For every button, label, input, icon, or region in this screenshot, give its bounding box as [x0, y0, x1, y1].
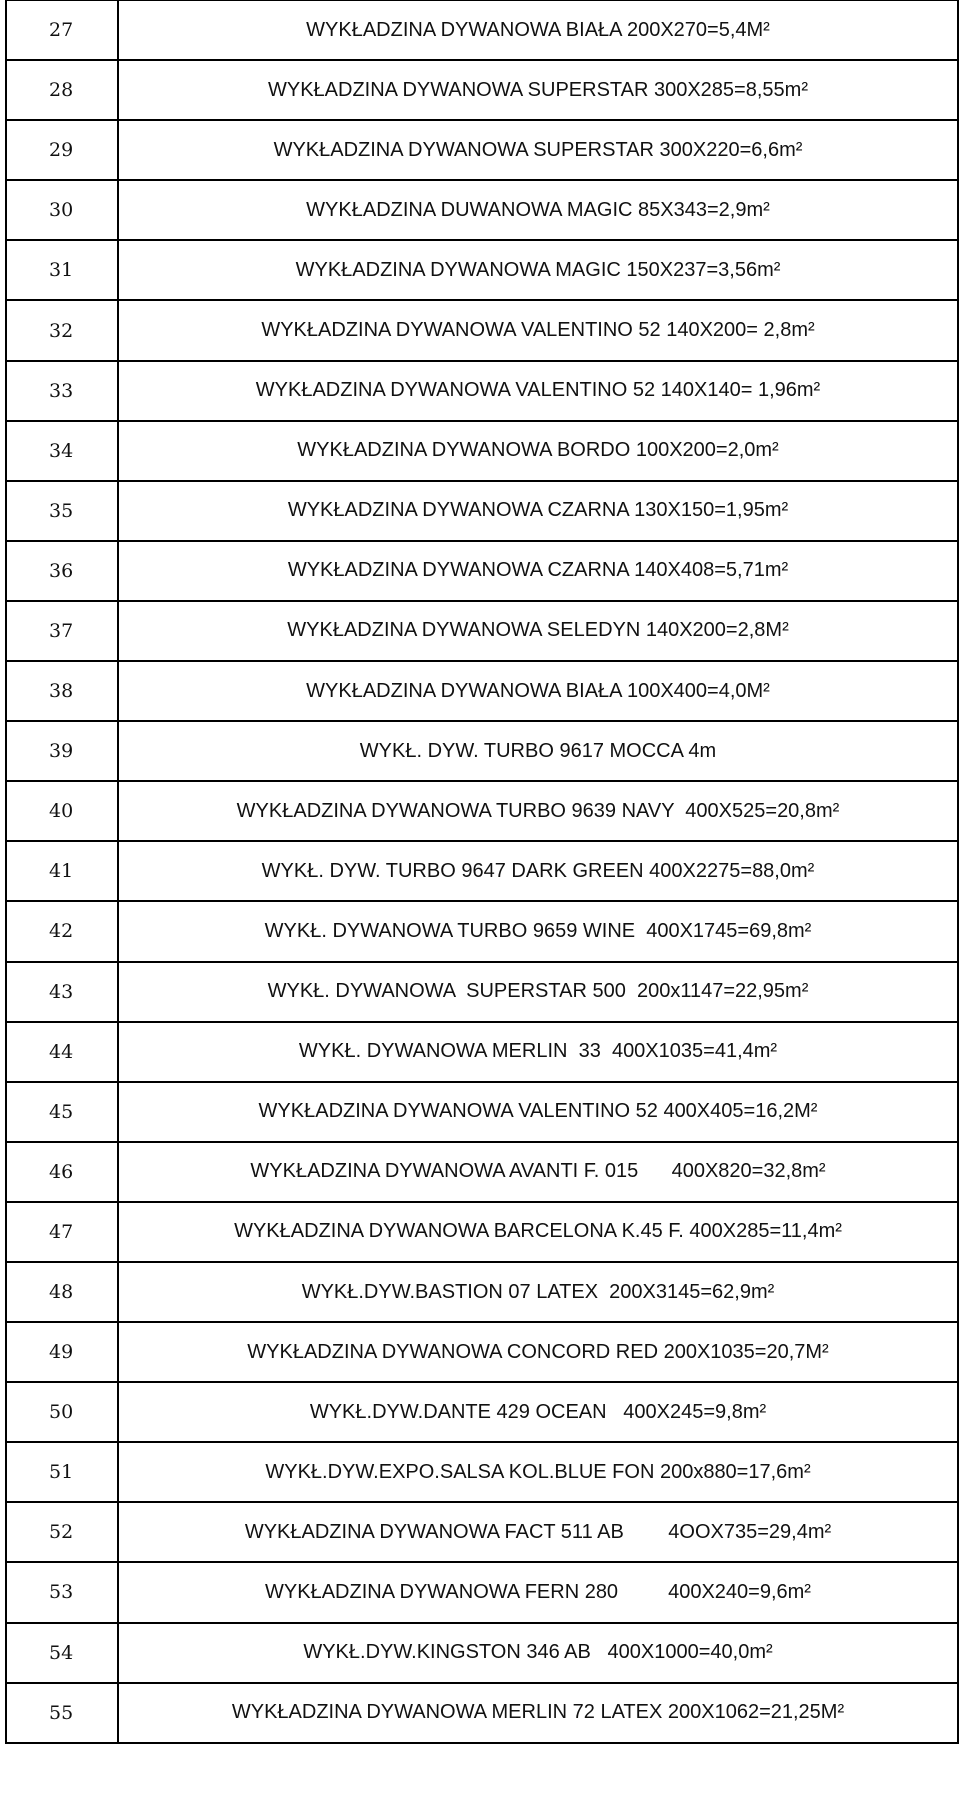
table-row — [6, 1202, 958, 1262]
row-number: 54 — [6, 1623, 118, 1683]
item-description: WYKŁ. DYWANOWA TURBO 9659 WINE 400X1745=69,8m² — [118, 901, 958, 961]
table-row — [6, 1683, 958, 1743]
item-description: WYKŁADZINA DYWANOWA BORDO 100X200=2,0m² — [118, 421, 958, 481]
item-description: WYKŁADZINA DYWANOWA FERN 280 400X240=9,6m² — [118, 1562, 958, 1622]
table-row — [6, 1382, 958, 1442]
table-row — [6, 962, 958, 1022]
item-description: WYKŁ. DYW. TURBO 9647 DARK GREEN 400X2275=88,0m² — [118, 841, 958, 901]
item-description: WYKŁADZINA DYWANOWA BARCELONA K.45 F. 400X285=11,4m² — [118, 1202, 958, 1262]
row-number: 49 — [6, 1322, 118, 1382]
table-row — [6, 1562, 958, 1622]
table-row — [6, 1022, 958, 1082]
row-number: 38 — [6, 661, 118, 721]
row-number: 52 — [6, 1502, 118, 1562]
item-description: WYKŁ. DYWANOWA SUPERSTAR 500 200x1147=22,95m² — [118, 962, 958, 1022]
row-number: 35 — [6, 481, 118, 541]
row-number: 43 — [6, 962, 118, 1022]
table-row — [6, 721, 958, 781]
item-description: WYKŁADZINA DYWANOWA FACT 511 AB 4OOX735=29,4m² — [118, 1502, 958, 1562]
row-number: 46 — [6, 1142, 118, 1202]
item-description: WYKŁADZINA DYWANOWA CZARNA 130X150=1,95m² — [118, 481, 958, 541]
item-description: WYKŁ.DYW.KINGSTON 346 AB 400X1000=40,0m² — [118, 1623, 958, 1683]
table-row — [6, 0, 958, 60]
item-description: WYKŁ.DYW.BASTION 07 LATEX 200X3145=62,9m² — [118, 1262, 958, 1322]
item-description: WYKŁADZINA DYWANOWA VALENTINO 52 140X200= 2,8m² — [118, 300, 958, 360]
row-number: 44 — [6, 1022, 118, 1082]
row-number: 55 — [6, 1683, 118, 1743]
table-row — [6, 180, 958, 240]
table-row — [6, 601, 958, 661]
row-number: 28 — [6, 60, 118, 120]
row-number: 51 — [6, 1442, 118, 1502]
row-number: 53 — [6, 1562, 118, 1622]
item-description: WYKŁADZINA DYWANOWA BIAŁA 200X270=5,4M² — [118, 0, 958, 60]
row-number: 37 — [6, 601, 118, 661]
table-row — [6, 361, 958, 421]
table-row — [6, 1262, 958, 1322]
row-number: 39 — [6, 721, 118, 781]
table-row — [6, 841, 958, 901]
item-description: WYKŁADZINA DYWANOWA AVANTI F. 015 400X820=32,8m² — [118, 1142, 958, 1202]
row-number: 31 — [6, 240, 118, 300]
table-row — [6, 481, 958, 541]
inventory-table-body — [6, 0, 958, 1743]
item-description: WYKŁ.DYW.DANTE 429 OCEAN 400X245=9,8m² — [118, 1382, 958, 1442]
row-number: 41 — [6, 841, 118, 901]
inventory-table — [5, 0, 959, 1744]
row-number: 30 — [6, 180, 118, 240]
row-number: 32 — [6, 300, 118, 360]
item-description: WYKŁADZINA DYWANOWA SUPERSTAR 300X220=6,6m² — [118, 120, 958, 180]
row-number: 27 — [6, 0, 118, 60]
item-description: WYKŁADZINA DYWANOWA MERLIN 72 LATEX 200X1062=21,25M² — [118, 1683, 958, 1743]
table-row — [6, 1142, 958, 1202]
item-description: WYKŁADZINA DYWANOWA SELEDYN 140X200=2,8M² — [118, 601, 958, 661]
table-row — [6, 901, 958, 961]
row-number: 48 — [6, 1262, 118, 1322]
row-number: 47 — [6, 1202, 118, 1262]
item-description: WYKŁADZINA DUWANOWA MAGIC 85X343=2,9m² — [118, 180, 958, 240]
table-row — [6, 1322, 958, 1382]
table-row — [6, 1442, 958, 1502]
row-number: 36 — [6, 541, 118, 601]
table-row — [6, 661, 958, 721]
row-number: 33 — [6, 361, 118, 421]
row-number: 40 — [6, 781, 118, 841]
table-row — [6, 1623, 958, 1683]
row-number: 50 — [6, 1382, 118, 1442]
table-row — [6, 1502, 958, 1562]
table-row — [6, 541, 958, 601]
row-number: 45 — [6, 1082, 118, 1142]
row-number: 34 — [6, 421, 118, 481]
item-description: WYKŁADZINA DYWANOWA TURBO 9639 NAVY 400X525=20,8m² — [118, 781, 958, 841]
item-description: WYKŁ. DYWANOWA MERLIN 33 400X1035=41,4m² — [118, 1022, 958, 1082]
item-description: WYKŁ. DYW. TURBO 9617 MOCCA 4m — [118, 721, 958, 781]
table-row — [6, 1082, 958, 1142]
item-description: WYKŁADZINA DYWANOWA MAGIC 150X237=3,56m² — [118, 240, 958, 300]
item-description: WYKŁADZINA DYWANOWA CONCORD RED 200X1035=20,7M² — [118, 1322, 958, 1382]
item-description: WYKŁADZINA DYWANOWA BIAŁA 100X400=4,0M² — [118, 661, 958, 721]
row-number: 42 — [6, 901, 118, 961]
item-description: WYKŁADZINA DYWANOWA VALENTINO 52 400X405=16,2M² — [118, 1082, 958, 1142]
table-row — [6, 421, 958, 481]
table-row — [6, 60, 958, 120]
item-description: WYKŁADZINA DYWANOWA SUPERSTAR 300X285=8,55m² — [118, 60, 958, 120]
table-row — [6, 300, 958, 360]
item-description: WYKŁADZINA DYWANOWA CZARNA 140X408=5,71m² — [118, 541, 958, 601]
table-row — [6, 781, 958, 841]
item-description: WYKŁ.DYW.EXPO.SALSA KOL.BLUE FON 200x880=17,6m² — [118, 1442, 958, 1502]
row-number: 29 — [6, 120, 118, 180]
table-row — [6, 120, 958, 180]
table-row — [6, 240, 958, 300]
item-description: WYKŁADZINA DYWANOWA VALENTINO 52 140X140= 1,96m² — [118, 361, 958, 421]
